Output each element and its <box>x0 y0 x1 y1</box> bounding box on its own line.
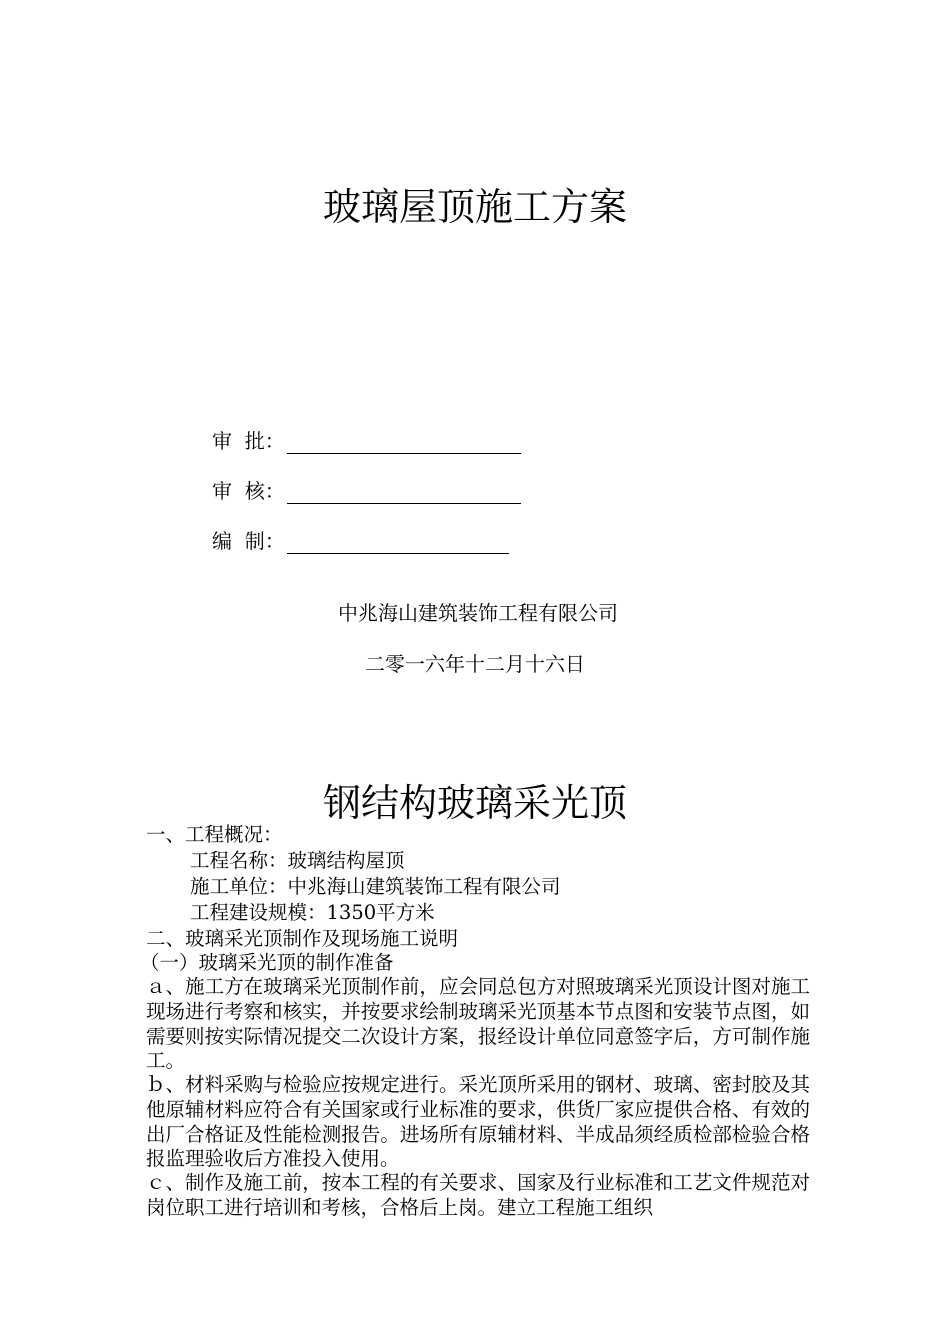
section-construction-heading: 二、玻璃采光顶制作及现场施工说明 <box>146 927 459 950</box>
review-row <box>212 475 521 504</box>
approve-signature-line <box>287 433 521 454</box>
approve-row <box>212 425 521 454</box>
compile-signature-line <box>287 533 509 554</box>
review-label: 审 核： <box>212 479 285 503</box>
review-signature-line <box>287 483 521 504</box>
section-overview-heading: 一、工程概况： <box>146 823 283 846</box>
compile-label: 编 制： <box>212 529 285 553</box>
paragraph-c: ｃ、制作及施工前，按本工程的有关要求、国家及行业标准和工艺文件规范对岗位职工进行培训和考核，合格后上岗。建立工程施工组织 <box>146 1171 810 1219</box>
project-name: 工程名称：玻璃结构屋顶 <box>190 849 405 872</box>
subsection-preparation-heading: （一）玻璃采光顶的制作准备 <box>140 951 394 974</box>
approve-label: 审 批： <box>212 429 285 453</box>
compile-row <box>212 525 509 554</box>
paragraph-b: ｂ、材料采购与检验应按规定进行。采光顶所采用的钢材、玻璃、密封胶及其他原辅材料应符合有关国家或行业标准的要求，供货厂家应提供合格、有效的出厂合格证及性能检测报告。进场所有原辅材料、半成品须经质检部检验合格报监理验收后方准投入使用。 <box>146 1073 810 1171</box>
project-scale: 工程建设规模：1350平方米 <box>190 901 435 924</box>
content-heading: 钢结构玻璃采光顶 <box>322 781 627 825</box>
paragraph-a: ａ、施工方在玻璃采光顶制作前，应会同总包方对照玻璃采光顶设计图对施工现场进行考察和核实，并按要求绘制玻璃采光顶基本节点图和安装节点图，如需要则按实际情况提交二次设计方案，报经设计单位同意签字后，方可制作施工。 <box>146 975 810 1073</box>
company-name: 中兆海山建筑装饰工程有限公司 <box>338 601 618 625</box>
contractor-name: 施工单位：中兆海山建筑装饰工程有限公司 <box>190 875 561 898</box>
document-date: 二零一六年十二月十六日 <box>365 652 585 676</box>
cover-title: 玻璃屋顶施工方案 <box>322 185 627 229</box>
